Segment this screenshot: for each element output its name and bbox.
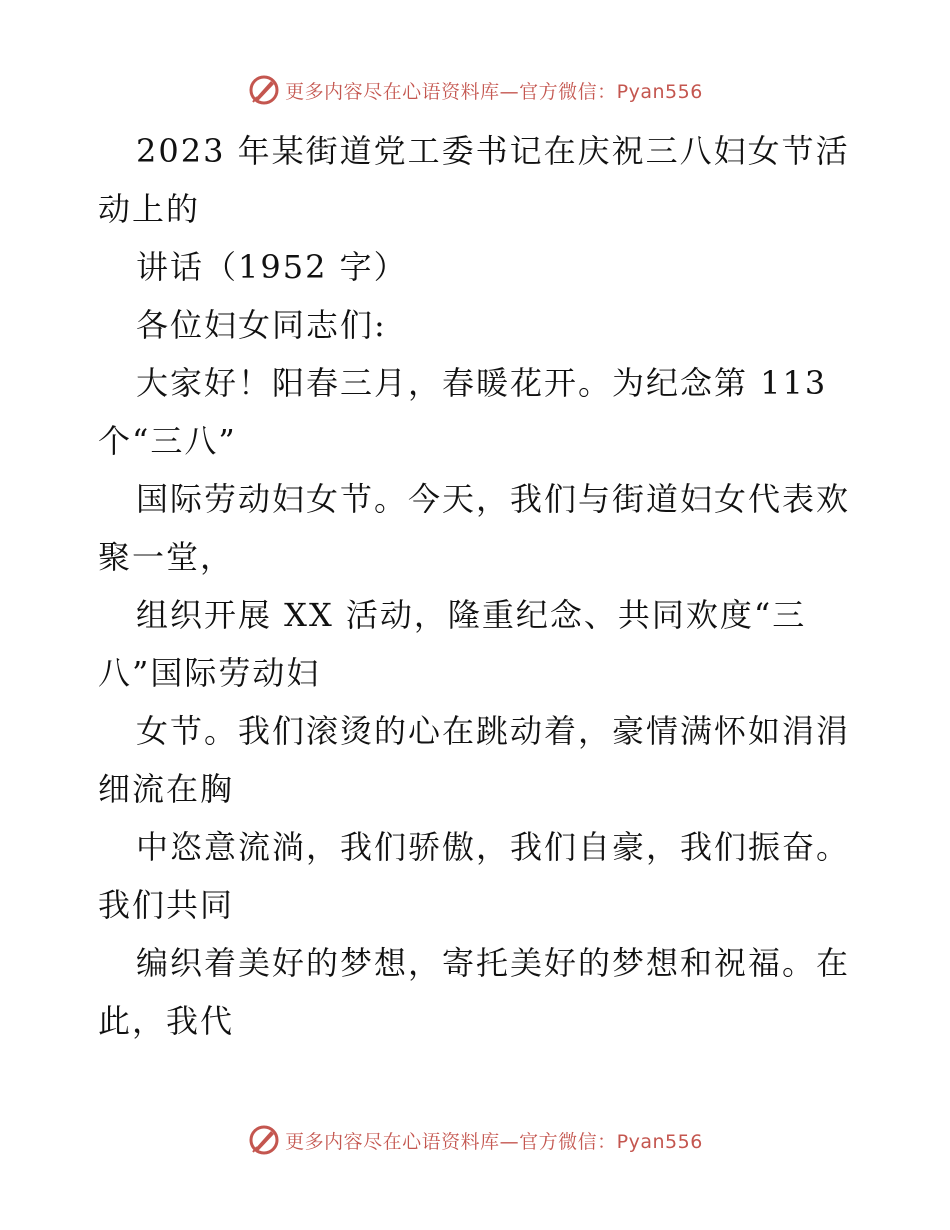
text-line: 大家好！阳春三月，春暖花开。为纪念第 113 xyxy=(136,364,828,402)
document-body xyxy=(98,122,858,1050)
text-line: 个“三八” xyxy=(98,422,237,460)
text-line: 中恣意流淌，我们骄傲，我们自豪，我们振奋。 xyxy=(136,828,851,866)
text-line: 此，我代 xyxy=(98,1002,235,1040)
quill-pen-logo-icon xyxy=(247,73,281,107)
watermark-text: 更多内容尽在心语资料库—官方微信：Pyan556 xyxy=(285,80,703,103)
header-watermark xyxy=(0,70,950,110)
footer-watermark xyxy=(0,1120,950,1160)
text-line: 讲话（1952 字） xyxy=(136,248,408,286)
watermark-text: 更多内容尽在心语资料库—官方微信：Pyan556 xyxy=(285,1130,703,1153)
text-line: 组织开展 XX 活动，隆重纪念、共同欢度“三 xyxy=(136,596,807,634)
quill-pen-logo-icon xyxy=(247,1123,281,1157)
text-line: 各位妇女同志们: xyxy=(136,306,387,344)
text-line: 动上的 xyxy=(98,190,201,228)
text-line: 细流在胸 xyxy=(98,770,235,808)
text-line: 聚一堂， xyxy=(98,538,235,576)
text-line: 女节。我们滚烫的心在跳动着，豪情满怀如涓涓 xyxy=(136,712,851,750)
text-line: 2023 年某街道党工委书记在庆祝三八妇女节活 xyxy=(136,132,850,170)
text-line: 八”国际劳动妇 xyxy=(98,654,321,692)
text-line: 我们共同 xyxy=(98,886,235,924)
text-line: 编织着美好的梦想，寄托美好的梦想和祝福。在 xyxy=(136,944,851,982)
text-line: 国际劳动妇女节。今天，我们与街道妇女代表欢 xyxy=(136,480,851,518)
